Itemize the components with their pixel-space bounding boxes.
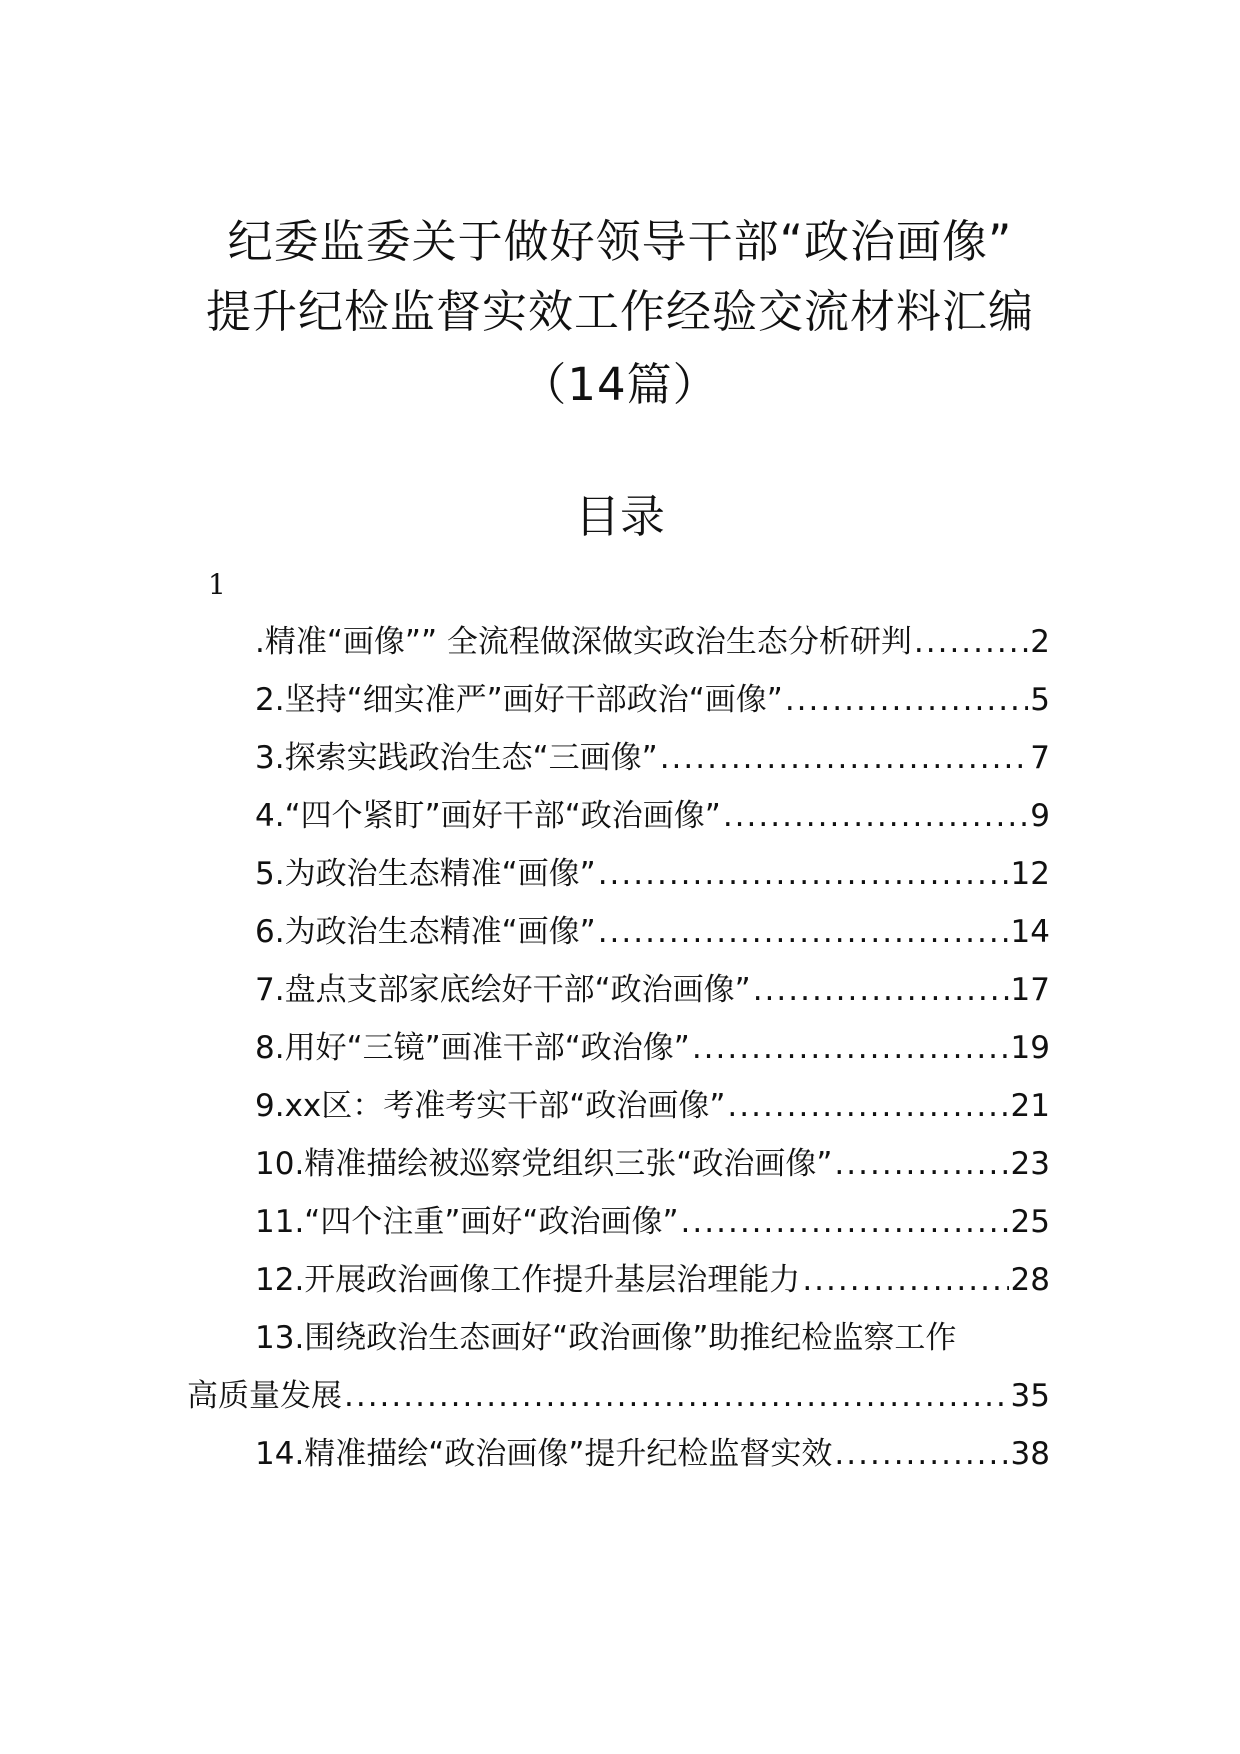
toc-entry-text: 9.xx区：考准考实干部“政治画像”	[255, 1088, 726, 1124]
toc-entry-text: 11.“四个注重”画好“政治画像”	[255, 1204, 679, 1240]
toc-entry-text: 高质量发展	[187, 1378, 342, 1414]
toc-leader-dots	[834, 1434, 1008, 1474]
toc-entry-text: 12.开展政治画像工作提升基层治理能力	[255, 1262, 801, 1298]
toc-entry[interactable]	[255, 970, 1050, 1010]
toc-entry[interactable]	[255, 1202, 1050, 1242]
toc-leader-dots	[802, 1260, 1008, 1300]
toc-leader-dots	[692, 1028, 1009, 1068]
toc-entry-text: .精准“画像”” 全流程做深做实政治生态分析研判	[255, 624, 912, 660]
toc-entry[interactable]	[255, 1144, 1050, 1184]
toc-entry-text: 10.精准描绘被巡察党组织三张“政治画像”	[255, 1146, 833, 1182]
toc-entry-page: 2	[1030, 624, 1050, 660]
toc-entry-page: 35	[1010, 1378, 1050, 1414]
toc-entry[interactable]	[255, 680, 1050, 720]
toc-leader-dots	[681, 1202, 1009, 1242]
document-title-line-1: 纪委监委关于做好领导干部“政治画像”	[227, 215, 1013, 268]
document-title-line-3: （14篇）	[521, 358, 719, 411]
toc-leader-dots	[723, 796, 1028, 836]
toc-leader-dots	[753, 970, 1009, 1010]
toc-leader-dots	[660, 738, 1029, 778]
toc-entry-page: 7	[1030, 740, 1050, 776]
toc-leader-dots	[785, 680, 1028, 720]
document-title-line-2: 提升纪检监督实效工作经验交流材料汇编	[205, 285, 1034, 338]
toc-entry[interactable]	[255, 912, 1050, 952]
toc-entry-text: 2.坚持“细实准严”画好干部政治“画像”	[255, 682, 783, 718]
toc-entry[interactable]	[255, 854, 1050, 894]
toc-entry-page: 12	[1010, 856, 1050, 892]
toc-entry[interactable]	[255, 1434, 1050, 1474]
toc-leader-dots	[834, 1144, 1008, 1184]
toc-entry-text: 5.为政治生态精准“画像”	[255, 856, 596, 892]
toc-heading: 目录	[574, 490, 665, 543]
toc-leader-dots	[598, 854, 1009, 894]
toc-entry[interactable]	[255, 1260, 1050, 1300]
toc-entry-page: 17	[1010, 972, 1050, 1008]
toc-entry[interactable]	[255, 1086, 1050, 1126]
toc-entry-page: 5	[1030, 682, 1050, 718]
toc-entry-text: 7.盘点支部家底绘好干部“政治画像”	[255, 972, 751, 1008]
toc-entry-page: 14	[1010, 914, 1050, 950]
toc-entry-continuation[interactable]	[187, 1376, 1050, 1416]
toc-entry-text: 4.“四个紧盯”画好干部“政治画像”	[255, 798, 721, 834]
toc-leader-dots	[598, 912, 1009, 952]
toc-entry[interactable]	[255, 622, 1050, 662]
toc-entry-page: 23	[1010, 1146, 1050, 1182]
toc-entry[interactable]	[255, 1318, 1050, 1358]
toc-leader-dots	[727, 1086, 1008, 1126]
toc-entry[interactable]	[255, 1028, 1050, 1068]
toc-entry-page: 28	[1010, 1262, 1050, 1298]
toc-entry-text: 8.用好“三镜”画准干部“政治像”	[255, 1030, 690, 1066]
toc-entry-page: 38	[1010, 1436, 1050, 1472]
toc-entry-text: 6.为政治生态精准“画像”	[255, 914, 596, 950]
toc-entry-text: 3.探索实践政治生态“三画像”	[255, 740, 658, 776]
toc-entry-page: 25	[1010, 1204, 1050, 1240]
toc-stray-number: 1	[208, 568, 226, 601]
toc-entry[interactable]	[255, 738, 1050, 778]
toc-entry-page: 19	[1010, 1030, 1050, 1066]
toc-entry-text: 13.围绕政治生态画好“政治画像”助推纪检监察工作	[255, 1320, 957, 1356]
toc-entry-page: 21	[1010, 1088, 1050, 1124]
toc-entry-text: 14.精准描绘“政治画像”提升纪检监督实效	[255, 1436, 833, 1472]
toc-leader-dots	[344, 1376, 1009, 1416]
toc-entry-page: 9	[1030, 798, 1050, 834]
toc-leader-dots	[914, 622, 1028, 662]
toc-entry[interactable]	[255, 796, 1050, 836]
